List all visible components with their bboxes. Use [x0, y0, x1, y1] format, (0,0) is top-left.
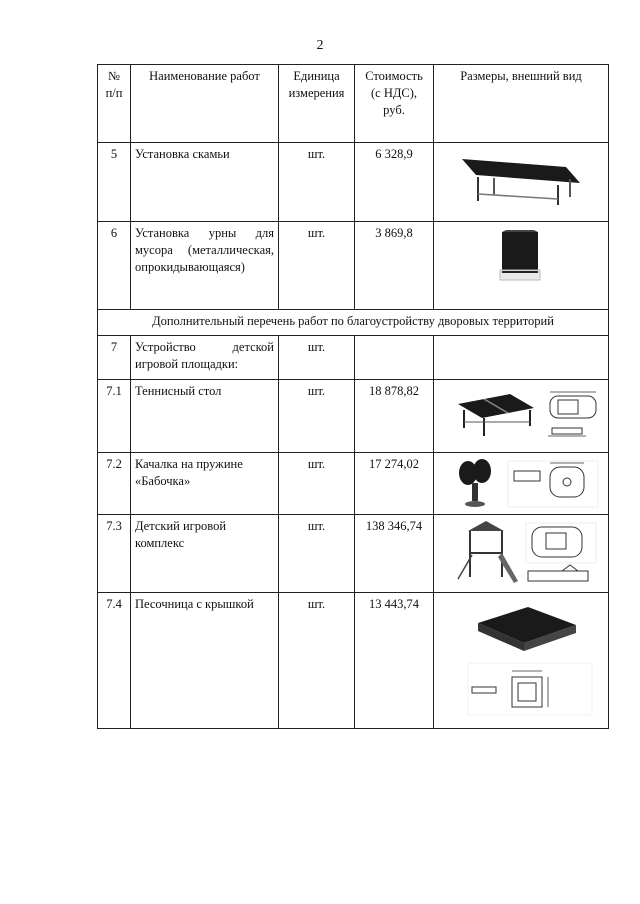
- cost: 18 878,82: [355, 380, 434, 453]
- work-name: Теннисный стол: [131, 380, 279, 453]
- header-unit: Единица измерения: [279, 65, 355, 143]
- tennis-table-icon: [454, 388, 604, 446]
- item-image-cell: [434, 453, 609, 515]
- item-image-cell: [434, 143, 609, 222]
- table-row: [98, 222, 609, 310]
- section-title: Дополнительный перечень работ по благоустройству дворовых территорий: [98, 310, 609, 336]
- row-number: 5: [98, 143, 131, 222]
- header-num: № п/п: [98, 65, 131, 143]
- header-cost: Стоимость (с НДС), руб.: [355, 65, 434, 143]
- unit: шт.: [279, 143, 355, 222]
- unit: шт.: [279, 336, 355, 380]
- cost: 13 443,74: [355, 593, 434, 729]
- sandbox-icon: [458, 603, 598, 721]
- page-number: 2: [316, 38, 324, 53]
- work-name: Качалка на пружине «Бабочка»: [131, 453, 279, 515]
- unit: шт.: [279, 453, 355, 515]
- cost: 6 328,9: [355, 143, 434, 222]
- row-number: 7.4: [98, 593, 131, 729]
- work-name: Песочница с крышкой: [131, 593, 279, 729]
- cost: 17 274,02: [355, 453, 434, 515]
- unit: шт.: [279, 380, 355, 453]
- work-name: Устройство детской игровой площадки:: [131, 336, 279, 380]
- table-row: [98, 515, 609, 593]
- cost: [355, 336, 434, 380]
- table-row: [98, 380, 609, 453]
- spring-rocker-icon: [454, 457, 604, 511]
- work-name: Детский игровой комплекс: [131, 515, 279, 593]
- section-row: [98, 310, 609, 336]
- item-image-cell: [434, 515, 609, 593]
- table-row: [98, 336, 609, 380]
- row-number: 7: [98, 336, 131, 380]
- item-image-cell: [434, 222, 609, 310]
- trash-bin-icon: [496, 230, 546, 286]
- unit: шт.: [279, 515, 355, 593]
- table-row: [98, 143, 609, 222]
- row-number: 7.3: [98, 515, 131, 593]
- unit: шт.: [279, 222, 355, 310]
- work-name: Установка урны для мусора (металлическая, опрокидывающаяся): [131, 222, 279, 310]
- works-table: [97, 64, 609, 729]
- header-image: Размеры, внешний вид: [434, 65, 609, 143]
- cost: 138 346,74: [355, 515, 434, 593]
- item-image-cell: [434, 336, 609, 380]
- playground-complex-icon: [452, 517, 604, 589]
- work-name: Установка скамьи: [131, 143, 279, 222]
- item-image-cell: [434, 593, 609, 729]
- table-header-row: [98, 65, 609, 143]
- bench-icon: [454, 149, 584, 209]
- row-number: 7.1: [98, 380, 131, 453]
- row-number: 7.2: [98, 453, 131, 515]
- row-number: 6: [98, 222, 131, 310]
- item-image-cell: [434, 380, 609, 453]
- table-row: [98, 593, 609, 729]
- table-row: [98, 453, 609, 515]
- cost: 3 869,8: [355, 222, 434, 310]
- unit: шт.: [279, 593, 355, 729]
- header-name: Наименование работ: [131, 65, 279, 143]
